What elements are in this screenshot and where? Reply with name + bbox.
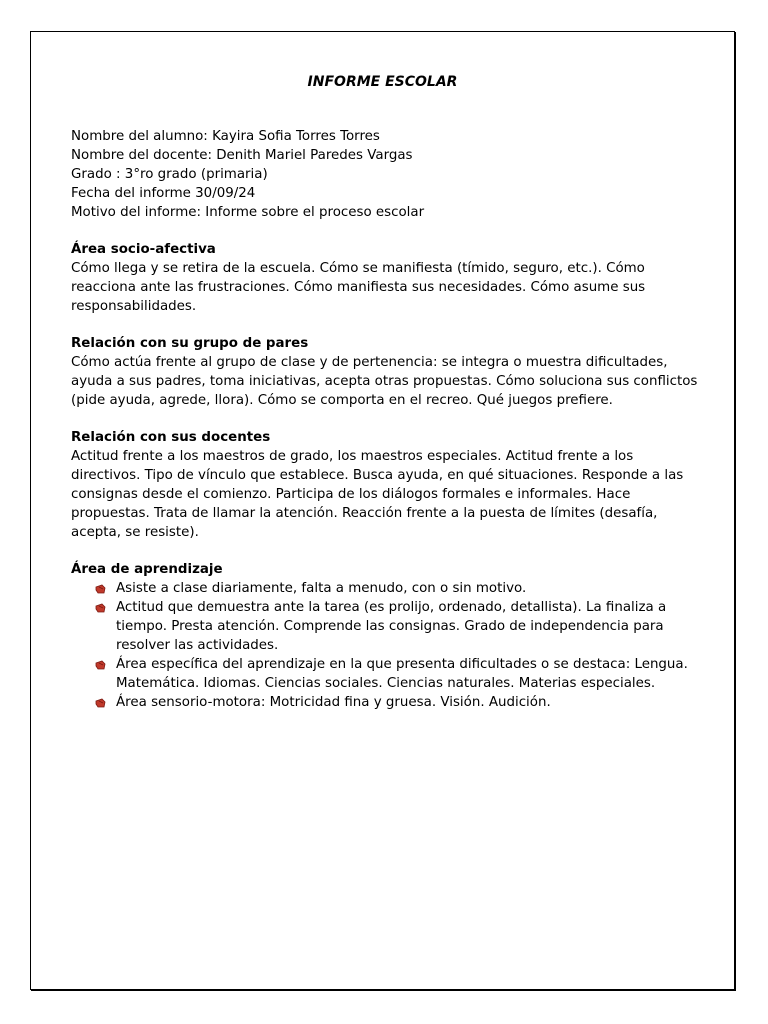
bullet-icon: [95, 660, 106, 670]
bullet-list: [71, 579, 701, 712]
report-date-line: Fecha del informe 30/09/24: [71, 186, 256, 201]
list-item: [95, 693, 701, 712]
bullet-icon: [95, 698, 106, 708]
section-aprendizaje: [71, 560, 701, 712]
document-body: [71, 127, 701, 712]
list-item-text: Asiste a clase diariamente, falta a menudo, con o sin motivo.: [116, 581, 527, 596]
header-info: [71, 127, 701, 222]
list-item-text: Área específica del aprendizaje en la que presenta dificultades o se destaca: Lengua. Matemática. Idiomas. Ciencias sociales. Ciencias naturales. Materias especiales.: [116, 657, 688, 691]
section-title: Relación con su grupo de pares: [71, 336, 309, 351]
section-title: Relación con sus docentes: [71, 430, 271, 445]
section-socio-afectiva: [71, 240, 701, 316]
student-name-line: Nombre del alumno: Kayira Sofia Torres Torres: [71, 129, 380, 144]
section-text: Actitud frente a los maestros de grado, los maestros especiales. Actitud frente a los directivos. Tipo de vínculo que establece. Busca ayuda, en qué situaciones. Responde a las consignas desde el comienzo. Participa de los diálogos formales e informales. Hace propuestas. Trata de llamar la atención. Reacción frente a la puesta de límites (desafía, acepta, se resiste).: [71, 449, 684, 540]
grade-line: Grado : 3°ro grado (primaria): [71, 167, 268, 182]
document-page: [30, 31, 735, 990]
section-docentes: [71, 428, 701, 542]
document-title: INFORME ESCOLAR: [307, 74, 458, 90]
section-text: Cómo actúa frente al grupo de clase y de pertenencia: se integra o muestra dificultades, ayuda a sus padres, toma iniciativas, acepta otras propuestas. Cómo soluciona sus conflictos (pide ayuda, agrede, llora). Cómo se comporta en el recreo. Qué juegos prefiere.: [71, 355, 698, 408]
teacher-name-line: Nombre del docente: Denith Mariel Paredes Vargas: [71, 148, 413, 163]
list-item: [95, 579, 701, 598]
section-grupo-pares: [71, 334, 701, 410]
list-item-text: Actitud que demuestra ante la tarea (es prolijo, ordenado, detallista). La finaliza a tiempo. Presta atención. Comprende las consignas. Grado de independencia para resolver las actividades.: [116, 600, 667, 653]
bullet-icon: [95, 603, 106, 613]
section-text: Cómo llega y se retira de la escuela. Cómo se manifiesta (tímido, seguro, etc.). Cómo reacciona ante las frustraciones. Cómo manifiesta sus necesidades. Cómo asume sus responsabilidades.: [71, 261, 646, 314]
bullet-icon: [95, 584, 106, 594]
list-item: [95, 655, 701, 693]
list-item: [95, 598, 701, 655]
section-title: Área socio-afectiva: [71, 242, 216, 257]
list-item-text: Área sensorio-motora: Motricidad fina y gruesa. Visión. Audición.: [116, 695, 551, 710]
section-title: Área de aprendizaje: [71, 562, 223, 577]
report-reason-line: Motivo del informe: Informe sobre el proceso escolar: [71, 205, 425, 220]
